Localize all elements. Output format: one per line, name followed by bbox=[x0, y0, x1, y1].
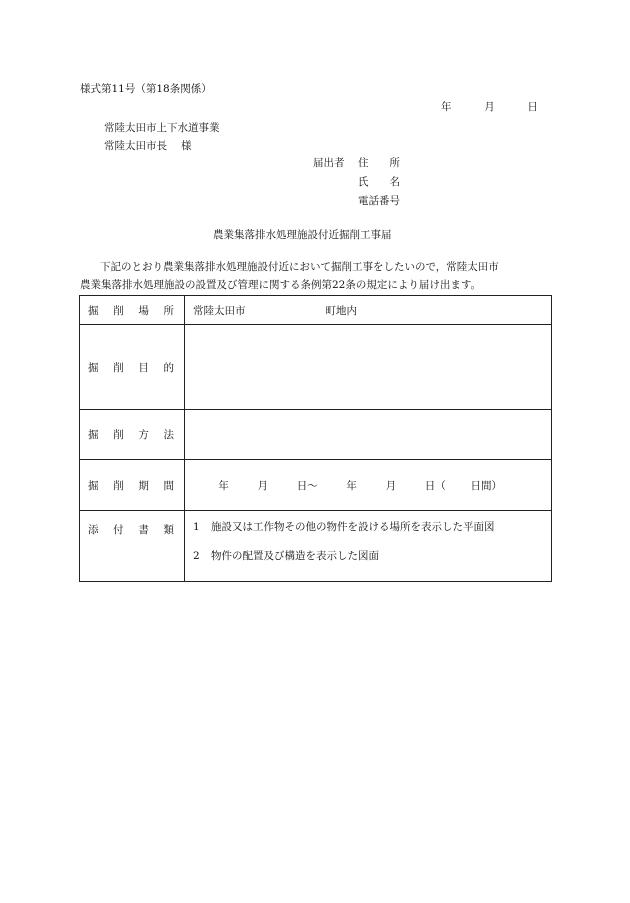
table-row-purpose bbox=[80, 325, 552, 410]
label-char: 的 bbox=[163, 361, 174, 374]
period-day: 日（ bbox=[424, 479, 446, 492]
attachment-item bbox=[193, 551, 551, 562]
document-title: 農業集落排水処理施設付近掘削工事届 bbox=[213, 229, 392, 241]
attachment-text: 施設又は工作物その他の物件を設ける場所を表示した平面図 bbox=[211, 521, 495, 533]
label-char: 掘 bbox=[88, 304, 99, 317]
location-city: 常陸太田市 bbox=[193, 304, 246, 317]
label-char: 間 bbox=[163, 479, 174, 492]
addressee-title: 常陸太田市長 bbox=[104, 140, 167, 152]
label-char: 削 bbox=[113, 361, 124, 374]
attachment-number: 1 bbox=[193, 521, 200, 533]
label-char: 削 bbox=[113, 479, 124, 492]
label-char: 掘 bbox=[88, 361, 99, 374]
table-row-attachments bbox=[80, 511, 552, 582]
label-char: 目 bbox=[138, 361, 149, 374]
method-value[interactable] bbox=[185, 410, 552, 460]
method-label bbox=[80, 410, 185, 460]
body-line-2: 農業集落排水処理施設の設置及び管理に関する条例第22条の規定により届け出ます。 bbox=[80, 279, 482, 291]
period-label bbox=[80, 460, 185, 511]
label-char: 掘 bbox=[88, 479, 99, 492]
purpose-value[interactable] bbox=[185, 325, 552, 410]
attachment-item bbox=[193, 522, 551, 533]
addressee-honorific: 様 bbox=[181, 140, 192, 152]
label-char: 削 bbox=[113, 304, 124, 317]
label-char: 法 bbox=[163, 429, 174, 441]
period-month: 月 bbox=[385, 479, 397, 492]
attachments-value bbox=[185, 511, 552, 582]
label-char: 所 bbox=[163, 304, 174, 317]
label-char: 付 bbox=[113, 524, 124, 536]
label-char: 添 bbox=[88, 524, 99, 536]
label-char: 類 bbox=[163, 524, 174, 536]
attachments-label bbox=[80, 511, 185, 582]
period-year: 年 bbox=[346, 479, 357, 492]
location-town: 町地内 bbox=[325, 304, 357, 317]
location-label bbox=[80, 296, 185, 325]
attachment-text: 物件の配置及び構造を表示した図面 bbox=[211, 549, 379, 562]
label-char: 方 bbox=[138, 429, 149, 441]
body-line-1: 下記のとおり農業集落排水処理施設付近において掘削工事をしたいので，常陸太田市 bbox=[100, 261, 499, 273]
label-char: 削 bbox=[113, 429, 124, 441]
purpose-label bbox=[80, 325, 185, 410]
date-month: 月 bbox=[484, 101, 495, 113]
period-days-count: 日間） bbox=[470, 479, 502, 492]
attachment-number: 2 bbox=[193, 549, 200, 562]
date-line bbox=[441, 102, 538, 113]
table-row-location bbox=[80, 296, 552, 325]
table-row-method bbox=[80, 410, 552, 460]
date-day: 日 bbox=[527, 101, 538, 113]
label-char: 書 bbox=[138, 524, 149, 536]
notification-table bbox=[79, 295, 552, 582]
label-char: 場 bbox=[138, 304, 149, 317]
period-value[interactable] bbox=[185, 460, 552, 511]
notifier-label: 届出者 bbox=[313, 157, 345, 169]
period-year: 年 bbox=[218, 479, 229, 492]
addressee bbox=[104, 141, 192, 152]
notifier-name-label: 氏 名 bbox=[358, 176, 400, 188]
addressee-org: 常陸太田市上下水道事業 bbox=[104, 122, 220, 134]
table-row-period bbox=[80, 460, 552, 511]
notifier-phone-label: 電話番号 bbox=[358, 195, 400, 207]
period-day-to: 日～ bbox=[296, 479, 318, 492]
notifier-address-label: 住 所 bbox=[358, 157, 400, 169]
period-month: 月 bbox=[257, 479, 269, 492]
form-number: 様式第11号（第18条関係） bbox=[80, 83, 212, 95]
label-char: 期 bbox=[138, 479, 149, 492]
date-year: 年 bbox=[441, 101, 452, 113]
label-char: 掘 bbox=[88, 429, 99, 441]
location-value[interactable] bbox=[185, 296, 552, 325]
